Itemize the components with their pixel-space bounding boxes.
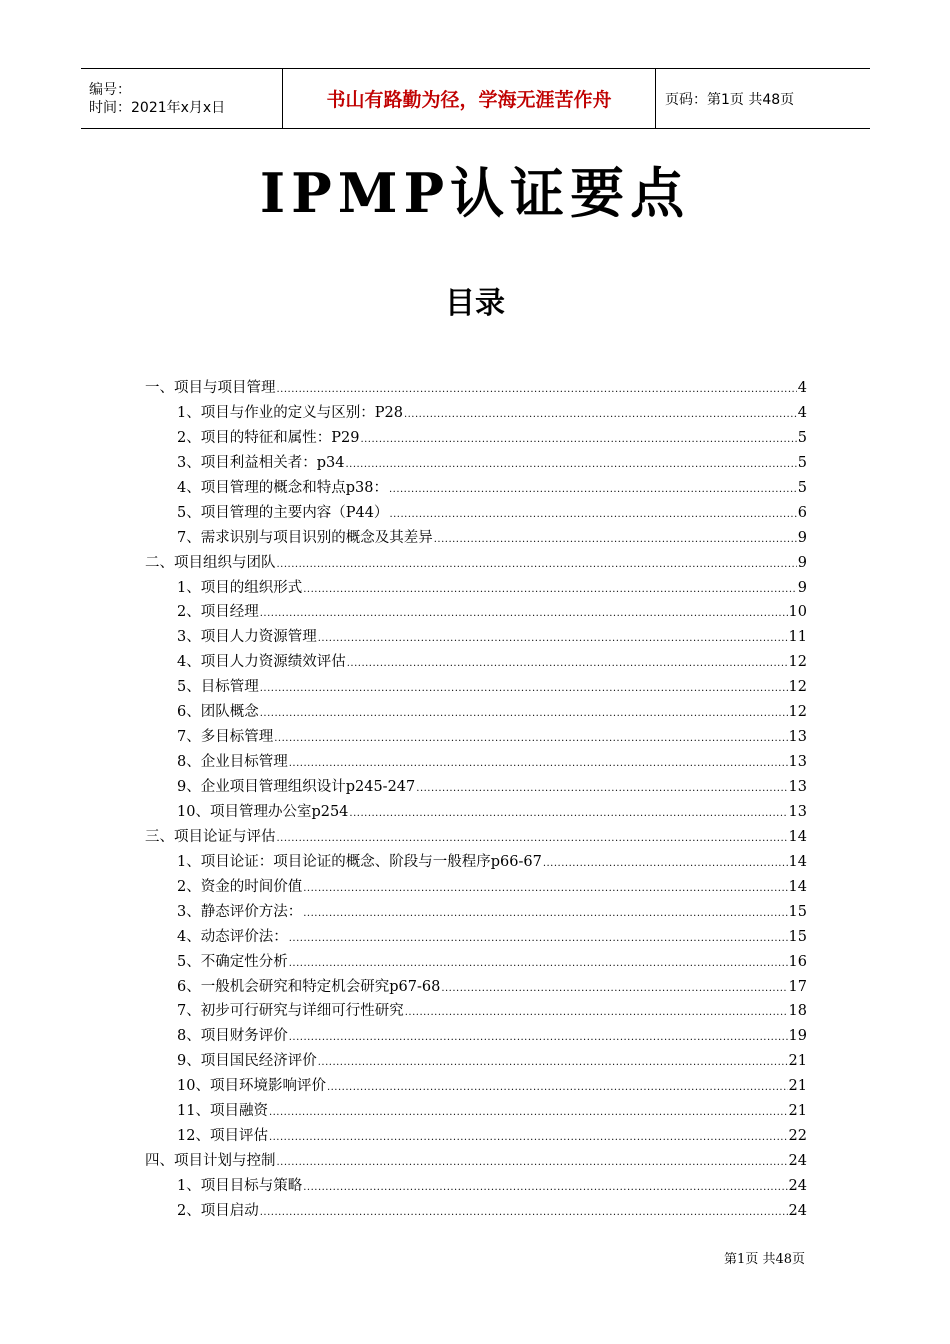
- toc-entry-title: 8、企业目标管理: [177, 754, 288, 771]
- toc-entry-page: 21: [788, 1103, 807, 1120]
- toc-entry-title: 7、多目标管理: [177, 729, 274, 746]
- toc-entry-page: 9: [797, 529, 807, 546]
- toc-dot-leader: [441, 977, 787, 1002]
- toc-entry-title: 2、项目启动: [177, 1202, 259, 1219]
- toc-entry[interactable]: [145, 426, 807, 451]
- toc-entry-title: 5、项目管理的主要内容（P44）: [177, 504, 389, 521]
- toc-entry[interactable]: [145, 775, 807, 800]
- toc-entry[interactable]: [145, 950, 807, 975]
- toc-dot-leader: [434, 528, 797, 553]
- header-meta: [81, 69, 282, 128]
- header-page-number: 页码：第1页 共48页: [665, 91, 795, 108]
- toc-dot-leader: [269, 1126, 788, 1151]
- toc-entry-title: 二、项目组织与团队: [145, 554, 276, 571]
- header-page-info: [656, 69, 870, 128]
- toc-entry-title: 10、项目环境影响评价: [177, 1078, 326, 1095]
- toc-entry[interactable]: [145, 750, 807, 775]
- toc-entry[interactable]: [145, 900, 807, 925]
- toc-entry[interactable]: [145, 376, 807, 401]
- footer-page-number: 第1页 共48页: [724, 1252, 805, 1267]
- toc-entry[interactable]: [145, 1049, 807, 1074]
- table-of-contents: [145, 376, 807, 1224]
- toc-dot-leader: [360, 428, 796, 453]
- toc-entry-page: 5: [797, 454, 807, 471]
- toc-entry-page: 15: [788, 928, 807, 945]
- toc-dot-leader: [277, 378, 797, 403]
- toc-entry-page: 12: [788, 654, 807, 671]
- toc-entry[interactable]: [145, 925, 807, 950]
- toc-entry-title: 3、静态评价方法：: [177, 903, 303, 920]
- motto-text: 书山有路勤为径，学海无涯苦作舟: [326, 89, 612, 111]
- toc-dot-leader: [389, 478, 797, 503]
- toc-entry-page: 22: [788, 1128, 807, 1145]
- toc-dot-leader: [289, 927, 788, 952]
- toc-dot-leader: [277, 553, 797, 578]
- page-footer: [724, 1248, 805, 1267]
- toc-entry-title: 四、项目计划与控制: [145, 1153, 276, 1170]
- toc-entry[interactable]: [145, 526, 807, 551]
- toc-entry-page: 18: [788, 1003, 807, 1020]
- toc-entry[interactable]: [145, 650, 807, 675]
- document-title: IPMP认证要点: [259, 161, 691, 225]
- toc-entry-title: 1、项目与作业的定义与区别：P28: [177, 404, 403, 421]
- toc-entry-page: 19: [788, 1028, 807, 1045]
- toc-entry-title: 9、企业项目管理组织设计p245-247: [177, 779, 416, 795]
- toc-entry[interactable]: [145, 800, 807, 825]
- toc-dot-leader: [260, 602, 788, 627]
- toc-entry-page: 24: [788, 1153, 807, 1170]
- toc-entry-page: 13: [788, 754, 807, 771]
- toc-entry[interactable]: [145, 999, 807, 1024]
- toc-dot-leader: [303, 578, 797, 603]
- toc-entry[interactable]: [145, 576, 807, 601]
- toc-entry[interactable]: [145, 825, 807, 850]
- toc-dot-leader: [318, 1051, 788, 1076]
- toc-dot-leader: [260, 1201, 788, 1226]
- toc-entry-title: 4、动态评价法：: [177, 928, 288, 945]
- toc-entry-title: 6、团队概念: [177, 704, 259, 721]
- toc-entry[interactable]: [145, 501, 807, 526]
- toc-dot-leader: [289, 952, 788, 977]
- toc-dot-leader: [269, 1101, 788, 1126]
- toc-entry-page: 5: [797, 479, 807, 496]
- toc-entry[interactable]: [145, 1099, 807, 1124]
- toc-entry-page: 4: [797, 404, 807, 421]
- toc-entry-title: 三、项目论证与评估: [145, 828, 276, 845]
- toc-entry-page: 9: [797, 554, 807, 571]
- toc-entry-page: 10: [788, 604, 807, 621]
- toc-entry-title: 2、项目经理: [177, 604, 259, 621]
- toc-dot-leader: [389, 503, 796, 528]
- toc-entry-title: 3、项目利益相关者：p34: [177, 454, 345, 471]
- toc-dot-leader: [404, 403, 797, 428]
- toc-entry[interactable]: [145, 600, 807, 625]
- toc-dot-leader: [405, 1001, 788, 1026]
- toc-entry[interactable]: [145, 476, 807, 501]
- toc-entry-title: 7、初步可行研究与详细可行性研究: [177, 1003, 404, 1020]
- toc-entry-page: 21: [788, 1053, 807, 1070]
- toc-dot-leader: [416, 777, 787, 802]
- toc-dot-leader: [260, 677, 788, 702]
- toc-dot-leader: [303, 877, 787, 902]
- toc-entry-title: 4、项目人力资源绩效评估: [177, 654, 346, 671]
- toc-entry-page: 12: [788, 679, 807, 696]
- toc-entry-title: 1、项目的组织形式: [177, 579, 303, 596]
- toc-entry-title: 1、项目目标与策略: [177, 1178, 303, 1194]
- toc-entry-title: 2、资金的时间价值: [177, 878, 303, 895]
- toc-entry-page: 6: [797, 504, 807, 521]
- toc-entry[interactable]: [145, 625, 807, 650]
- toc-dot-leader: [277, 1151, 788, 1176]
- toc-entry-page: 13: [788, 803, 807, 820]
- toc-entry-page: 12: [788, 704, 807, 721]
- toc-entry-page: 14: [788, 828, 807, 845]
- toc-entry[interactable]: [145, 401, 807, 426]
- toc-entry[interactable]: [145, 1174, 807, 1199]
- toc-entry-title: 11、项目融资: [177, 1103, 268, 1120]
- document-number-label: 编号：: [89, 81, 131, 98]
- toc-entry[interactable]: [145, 1074, 807, 1099]
- toc-dot-leader: [303, 902, 787, 927]
- toc-entry-title: 12、项目评估: [177, 1128, 268, 1145]
- toc-dot-leader: [318, 627, 788, 652]
- toc-entry[interactable]: [145, 700, 807, 725]
- toc-entry-title: 9、项目国民经济评价: [177, 1053, 317, 1070]
- toc-entry-page: 5: [797, 429, 807, 446]
- toc-entry-title: 3、项目人力资源管理: [177, 629, 317, 646]
- toc-entry-page: 24: [788, 1202, 807, 1219]
- toc-entry-page: 4: [797, 380, 807, 396]
- toc-entry-title: 5、目标管理: [177, 679, 259, 696]
- toc-dot-leader: [349, 802, 787, 827]
- toc-dot-leader: [543, 852, 788, 877]
- toc-dot-leader: [277, 827, 788, 852]
- toc-entry[interactable]: [145, 975, 807, 1000]
- page-header: [81, 68, 870, 129]
- toc-entry-title: 6、一般机会研究和特定机会研究p67-68: [177, 978, 441, 995]
- toc-dot-leader: [260, 702, 788, 727]
- toc-entry[interactable]: [145, 850, 807, 875]
- toc-entry-page: 9: [797, 579, 807, 596]
- toc-entry-page: 16: [788, 953, 807, 970]
- toc-entry-title: 4、项目管理的概念和特点p38：: [177, 479, 388, 496]
- toc-entry[interactable]: [145, 875, 807, 900]
- toc-entry[interactable]: [145, 551, 807, 576]
- toc-entry[interactable]: [145, 1199, 807, 1224]
- toc-entry[interactable]: [145, 1149, 807, 1174]
- toc-entry-page: 21: [788, 1078, 807, 1095]
- toc-entry-page: 14: [788, 878, 807, 895]
- toc-entry-title: 5、不确定性分析: [177, 953, 288, 970]
- toc-dot-leader: [347, 652, 788, 677]
- toc-entry-title: 1、项目论证：项目论证的概念、阶段与一般程序p66-67: [177, 853, 542, 870]
- toc-dot-leader: [327, 1076, 788, 1101]
- toc-entry[interactable]: [145, 451, 807, 476]
- toc-entry-title: 7、需求识别与项目识别的概念及其差异: [177, 529, 433, 546]
- toc-entry-page: 13: [788, 779, 807, 795]
- toc-dot-leader: [274, 727, 787, 752]
- toc-entry-page: 17: [788, 978, 807, 995]
- toc-entry[interactable]: [145, 1024, 807, 1049]
- toc-entry[interactable]: [145, 725, 807, 750]
- toc-entry-page: 24: [788, 1178, 807, 1194]
- toc-entry-title: 一、项目与项目管理: [145, 380, 276, 396]
- document-time-label: 时间：2021年x月x日: [89, 99, 226, 116]
- header-motto: [282, 69, 656, 128]
- toc-dot-leader: [303, 1176, 787, 1201]
- toc-dot-leader: [289, 752, 788, 777]
- toc-entry[interactable]: [145, 1124, 807, 1149]
- toc-entry-title: 10、项目管理办公室p254: [177, 803, 349, 820]
- toc-entry-page: 14: [788, 853, 807, 870]
- toc-entry[interactable]: [145, 675, 807, 700]
- toc-entry-page: 15: [788, 903, 807, 920]
- toc-heading: 目录: [445, 286, 505, 321]
- toc-entry-page: 13: [788, 729, 807, 746]
- toc-entry-page: 11: [788, 629, 807, 646]
- toc-dot-leader: [289, 1026, 788, 1051]
- toc-dot-leader: [345, 453, 796, 478]
- toc-entry-title: 2、项目的特征和属性：P29: [177, 429, 360, 446]
- toc-entry-title: 8、项目财务评价: [177, 1028, 288, 1045]
